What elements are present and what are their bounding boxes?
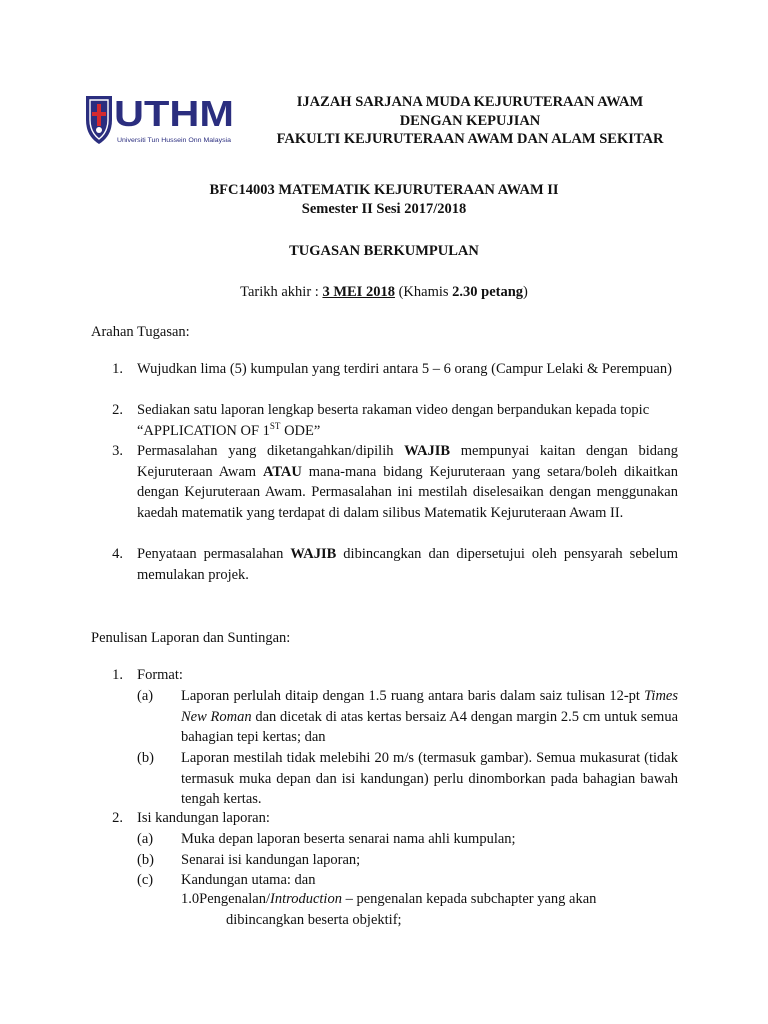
instruction-item <box>137 400 678 441</box>
subchapter-line <box>181 891 678 908</box>
contents-item: Muka depan laporan beserta senarai nama ahli kumpulan; <box>181 831 516 847</box>
report-number: 1. <box>112 667 123 683</box>
uthm-logo <box>84 92 236 148</box>
contents-label: Isi kandungan laporan: <box>137 810 270 826</box>
instruction-text: mempunyai kaitan dengan bidang Kejuruteraan Awam <box>137 443 678 480</box>
deadline-date: 3 MEI 2018 <box>322 284 395 300</box>
deadline-suffix: ) <box>523 284 528 300</box>
sub-item-label: (b) <box>137 750 154 766</box>
format-item <box>181 686 678 748</box>
instruction-text: Penyataan permasalahan <box>137 546 291 562</box>
deadline-middle: (Khamis <box>394 284 453 300</box>
sub-item-label: (c) <box>137 872 154 888</box>
instruction-text: mana-mana bidang Kejuruteraan yang setara/boleh dikaitkan dengan Kejuruteraan Awam. Permasalahan ini mestilah diselesaikan dengan menggunakan kaedah matematik yang terdapat di dalam silibus Matematik Kejuruteraan Awam II. <box>137 463 678 521</box>
format-text: Laporan perlulah ditaip dengan 1.5 ruang antara baris dalam saiz tulisan 12-pt <box>181 688 645 704</box>
sub-item-label: (a) <box>137 831 154 847</box>
header-line-2: DENGAN KEPUJIAN <box>399 112 541 129</box>
instruction-number: 4. <box>112 546 123 562</box>
report-heading: Penulisan Laporan dan Suntingan: <box>91 630 291 646</box>
semester-line: Semester II Sesi 2017/2018 <box>301 201 467 217</box>
italic-text: Introduction <box>270 891 342 907</box>
instruction-text: Permasalahan yang diketangahkan/dipilih <box>137 443 405 459</box>
sub-item-label: (b) <box>137 852 154 868</box>
course-title: BFC14003 MATEMATIK KEJURUTERAAN AWAM II <box>209 182 559 198</box>
format-label: Format: <box>137 667 183 683</box>
instruction-text: dibincangkan dan dipersetujui oleh pensyarah sebelum memulakan projek. <box>137 546 678 583</box>
deadline-line <box>150 284 618 301</box>
instruction-item <box>137 544 678 585</box>
uthm-shield-icon <box>84 92 236 148</box>
instruction-number: 3. <box>112 443 123 459</box>
emphasis-text: ATAU <box>262 463 302 480</box>
header-line-1: IJAZAH SARJANA MUDA KEJURUTERAAN AWAM <box>296 94 644 110</box>
instruction-text: ODE” <box>280 422 321 439</box>
header-line-3: FAKULTI KEJURUTERAAN AWAM DAN ALAM SEKITAR <box>276 131 664 147</box>
assignment-type: TUGASAN BERKUMPULAN <box>289 243 479 259</box>
sub-item-label: (a) <box>137 688 154 704</box>
subchapter-text: – pengenalan kepada subchapter yang akan <box>341 891 597 907</box>
subchapter-line-2: dibincangkan beserta objektif; <box>226 912 402 928</box>
contents-item: Senarai isi kandungan laporan; <box>181 852 361 868</box>
logo-wordmark: UTHM <box>114 93 234 134</box>
emphasis-text: WAJIB <box>404 443 451 459</box>
course-block <box>150 181 618 219</box>
deadline-time: 2.30 petang <box>452 284 524 300</box>
instruction-item <box>137 441 678 523</box>
superscript: ST <box>269 420 281 431</box>
italic-text: Times New Roman <box>181 688 678 725</box>
logo-subtitle: Universiti Tun Hussein Onn Malaysia <box>117 137 232 144</box>
programme-header <box>250 93 690 149</box>
subchapter-text: 1.0Pengenalan/ <box>181 891 270 907</box>
deadline-prefix: Tarikh akhir : <box>240 284 323 300</box>
instruction-text: Sediakan satu laporan lengkap beserta rakaman video dengan berpandukan kepada topic “APPLICATION OF 1 <box>137 402 650 439</box>
report-number: 2. <box>112 810 123 826</box>
contents-item: Kandungan utama: dan <box>181 872 316 888</box>
instruction-number: 1. <box>112 361 123 377</box>
instruction-number: 2. <box>112 402 123 418</box>
format-text: dan dicetak di atas kertas bersaiz A4 dengan margin 2.5 cm untuk semua bahagian tepi kertas; dan <box>181 708 678 745</box>
emphasis-text: WAJIB <box>290 546 337 562</box>
instructions-heading: Arahan Tugasan: <box>91 324 190 340</box>
instruction-item: Wujudkan lima (5) kumpulan yang terdiri antara 5 – 6 orang (Campur Lelaki & Perempuan) <box>137 361 672 377</box>
format-item: Laporan mestilah tidak melebihi 20 m/s (termasuk gambar). Semua mukasurat (tidak termasuk muka depan dan isi kandungan) perlu dinomborkan pada bahagian bawah tengah kertas. <box>181 750 678 807</box>
